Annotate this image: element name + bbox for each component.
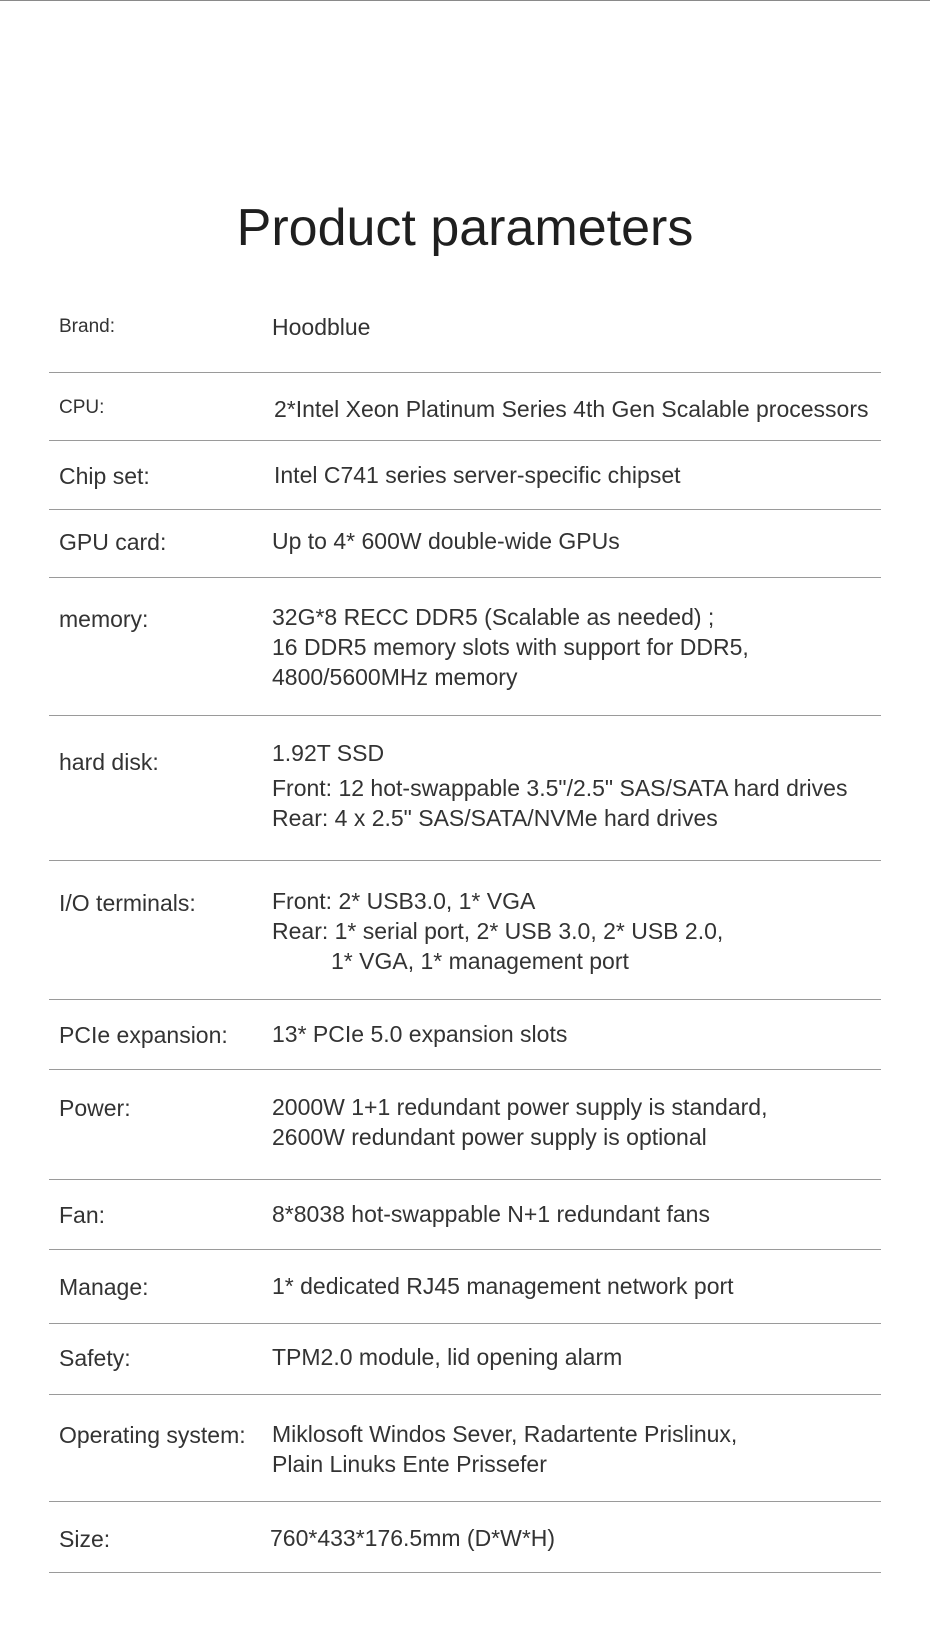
spec-row-memory [49, 578, 881, 716]
spec-row-operating-system [49, 1395, 881, 1502]
spec-label: I/O terminals: [59, 890, 196, 916]
spec-value-line: 2*Intel Xeon Platinum Series 4th Gen Scalable processors [274, 396, 869, 422]
spec-value [274, 394, 869, 424]
spec-value-line: Plain Linuks Ente Prissefer [272, 1451, 547, 1477]
spec-value-line: Front: 2* USB3.0, 1* VGA [272, 888, 536, 914]
spec-row-io-terminals [49, 861, 881, 1000]
spec-row-gpu [49, 510, 881, 578]
spec-value-line: Rear: 4 x 2.5" SAS/SATA/NVMe hard drives [272, 805, 718, 831]
spec-value-line: 8*8038 hot-swappable N+1 redundant fans [272, 1201, 710, 1227]
spec-label: Manage: [59, 1274, 149, 1300]
spec-value [274, 460, 681, 490]
spec-row-power [49, 1070, 881, 1180]
spec-row-chipset [49, 441, 881, 510]
spec-label: Chip set: [59, 463, 150, 489]
spec-label: Fan: [59, 1202, 106, 1228]
spec-row-manage [49, 1250, 881, 1324]
spec-value [270, 1523, 555, 1553]
spec-label: GPU card: [59, 529, 167, 555]
spec-row-hard-disk [49, 716, 881, 861]
spec-value [272, 1199, 710, 1229]
spec-label: Size: [59, 1526, 111, 1552]
spec-label: Power: [59, 1095, 131, 1121]
spec-label: CPU: [59, 397, 105, 418]
spec-value-line: 32G*8 RECC DDR5 (Scalable as needed) ; [272, 604, 715, 630]
spec-label: memory: [59, 606, 149, 632]
spec-label: Operating system: [59, 1422, 246, 1448]
top-divider [0, 0, 930, 1]
spec-value-line: Hoodblue [272, 314, 371, 340]
spec-value [272, 1092, 767, 1152]
spec-row-cpu [49, 373, 881, 441]
spec-value [272, 1342, 622, 1372]
spec-value-line: 760*433*176.5mm (D*W*H) [270, 1525, 556, 1551]
spec-value [272, 1271, 734, 1301]
spec-value-line: Front: 12 hot-swappable 3.5"/2.5" SAS/SATA hard drives [272, 775, 848, 801]
spec-label: PCIe expansion: [59, 1022, 228, 1048]
spec-value [272, 312, 370, 342]
spec-row-brand [49, 302, 881, 373]
page-title: Product parameters [236, 198, 694, 257]
spec-row-pcie [49, 1000, 881, 1070]
spec-row-fan [49, 1180, 881, 1250]
spec-value-line: 2600W redundant power supply is optional [272, 1124, 707, 1150]
spec-value-line: Intel C741 series server-specific chipset [274, 462, 681, 488]
spec-value-line: 16 DDR5 memory slots with support for DDR5, [272, 634, 749, 660]
spec-value [272, 738, 847, 833]
spec-value-line: Rear: 1* serial port, 2* USB 3.0, 2* USB 2.0, [272, 918, 724, 944]
spec-row-safety [49, 1324, 881, 1395]
spec-value [272, 886, 723, 976]
spec-value-line: Up to 4* 600W double-wide GPUs [272, 528, 620, 554]
spec-label: Brand: [59, 316, 115, 337]
spec-row-size [49, 1502, 881, 1573]
spec-value [272, 1419, 737, 1479]
spec-value-line: Miklosoft Windos Sever, Radartente Prislinux, [272, 1421, 738, 1447]
spec-value [272, 602, 749, 692]
spec-value-line: 4800/5600MHz memory [272, 664, 518, 690]
spec-value-line: 2000W 1+1 redundant power supply is standard, [272, 1094, 768, 1120]
spec-table [49, 302, 881, 1573]
spec-value-line: 1* dedicated RJ45 management network port [272, 1273, 734, 1299]
spec-label: Safety: [59, 1345, 131, 1371]
spec-value-line: 13* PCIe 5.0 expansion slots [272, 1021, 568, 1047]
spec-value [272, 526, 620, 556]
spec-value [272, 1019, 567, 1049]
spec-value-line: 1.92T SSD [272, 740, 385, 766]
spec-value-line: 1* VGA, 1* management port [331, 948, 629, 974]
spec-label: hard disk: [59, 749, 159, 775]
spec-value-line: TPM2.0 module, lid opening alarm [272, 1344, 623, 1370]
